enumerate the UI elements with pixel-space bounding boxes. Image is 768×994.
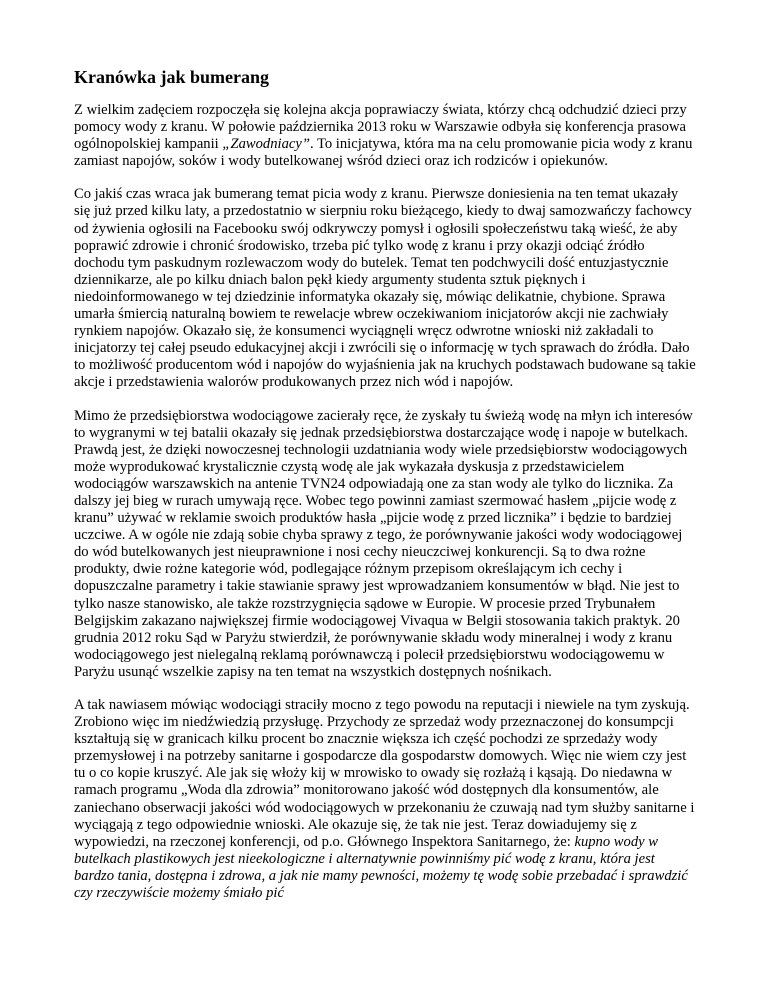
paragraph-1-text-a: Z wielkim zadęciem rozpoczęła się kolejna akcja poprawiaczy świata, którzy chcą odchudzić dzieci przy pomocy wody z kranu. W połowie października 2013 roku w Warszawie odbyła się konferencja prasowa ogólnopolskiej kampanii: [74, 102, 687, 153]
paragraph-1-text-b: . To inicjatywa, która ma na celu promowanie picia wody z kranu zamiast napojów, soków i wody butelkowanej wśród dzieci oraz ich rodziców i opiekunów.: [74, 136, 693, 170]
inspector-quote: kupno wody w butelkach plastikowych jest nieekologiczne i alternatywnie powinniśmy pić wodę z kranu, która jest bardzo tania, dostępna i zdrowa, a jak nie mamy pewności, możemy tę wodę sobie przebadać i sprawdzić czy rzeczywiście możemy śmiało pić: [74, 833, 688, 902]
campaign-name: „Zawodniacy”: [222, 136, 310, 153]
paragraph-4-text: A tak nawiasem mówiąc wodociągi straciły mocno z tego powodu na reputacji i niewiele na tym zyskują. Zrobiono więc im niedźwiedzią przysługę. Przychody ze sprzedaż wody przeznaczonej do konsumpcji kształtują się w granicach kilku procent bo znacznie większa ich część pochodzi ze sprzedaży wody przemysłowej i na potrzeby sanitarne i gospodarcze dla gospodarstw domowych. Więc nie wiem czy jest tu o co kopie kruszyć. Ale jak się włoży kij w mrowisko to owady się rozłażą i kąsają. Do niedawna w ramach programu „Woda dla zdrowia” monitorowano jakość wód dostępnych dla konsumentów, ale zaniechano obserwacji jakości wód wodociągowych w przekonaniu że czuwają nad tym służby sanitarne i wyciągają z tego odpowiednie wnioski. Ale okazuje się, że tak nie jest. Teraz dowiadujemy się z wypowiedzi, na rzeczonej konferencji, od p.o. Głównego Inspektora Sanitarnego, że:: [74, 697, 695, 850]
paragraph-1: [74, 102, 696, 170]
paragraph-4: [74, 697, 696, 902]
paragraph-3: Mimo że przedsiębiorstwa wodociągowe zacierały ręce, że zyskały tu świeżą wodę na młyn ich interesów to wygranymi w tej batalii okazały się jednak przedsiębiorstwa dostarczające wodę i napoje w butelkach. Prawdą jest, że dzięki nowoczesnej technologii uzdatniania wody wiele przedsiębiorstw wodociągowych może wyprodukować krystalicznie czystą wodę ale jak wykazała dyskusja z przedstawicielem wodociągów warszawskich na antenie TVN24 odpowiadają one za stan wody ale tylko do licznika. Za dalszy jej bieg w rurach umywają ręce. Wobec tego powinni zamiast szermować hasłem „pijcie wodę z kranu” używać w reklamie swoich produktów hasła „pijcie wodę z przed licznika” i będzie to bardziej uczciwe. A w ogóle nie zdają sobie chyba sprawy z tego, że porównywanie jakości wody wodociągowej do wód butelkowanych jest nieuprawnione i nosi cechy nieuczciwej konkurencji. Są to dwa rożne produkty, dwie rożne kategorie wód, podlegające różnym przepisom określającym ich cechy i dopuszczalne parametry i takie stawianie sprawy jest wprowadzaniem konsumentów w błąd. Nie jest to tylko nasze stanowisko, ale także rozstrzygnięcia sądowe w Europie. W procesie przed Trybunałem Belgijskim zakazano największej firmie wodociągowej Vivaqua w Belgii stosowania takich praktyk. 20 grudnia 2012 roku Sąd w Paryżu stwierdził, że porównywanie składu wody mineralnej i wody z kranu wodociągowego jest nielegalną reklamą porównawczą i polecił przedsiębiorstwu wodociągowemu w Paryżu usunąć wszelkie zapisy na ten temat na wszystkich dostępnych nośnikach.: [74, 407, 693, 680]
document-title: Kranówka jak bumerang: [74, 67, 270, 87]
paragraph-2: Co jakiś czas wraca jak bumerang temat picia wody z kranu. Pierwsze doniesienia na ten temat ukazały się już przed kilku laty, a przedostatnio w sierpniu roku bieżącego, kiedy to dwaj samozwańczy fachowcy od żywienia ogłosili na Facebooku swój odkrywczy pomysł i ogłosili społeczeństwu taką wieść, że aby poprawić zdrowie i chronić środowisko, trzeba pić tylko wodę z kranu i przy okazji odciąć źródło dochodu tym paskudnym rozlewaczom wody do butelek. Temat ten podchwycili dość entuzjastycznie dziennikarze, ale po kilku dniach balon pękł kiedy argumenty studenta sztuk pięknych i niedoinformowanego w tej dziedzinie informatyka okazały się, mówiąc delikatnie, chybione. Sprawa umarła śmiercią naturalną bowiem te rewelacje wbrew oczekiwaniom inicjatorów akcji nie zachwiały rynkiem napojów. Okazało się, że konsumenci wyciągnęli wręcz odwrotne wnioski niż zakładali to inicjatorzy tej całej pseudo edukacyjnej akcji i zwrócili się o informację w tych sprawach do źródła. Dało to możliwość producentom wód i napojów do wyjaśnienia jak na kruchych podstawach budowane są takie akcje i przedstawienia walorów produkowanych przez nich wód i napojów.: [74, 186, 696, 391]
